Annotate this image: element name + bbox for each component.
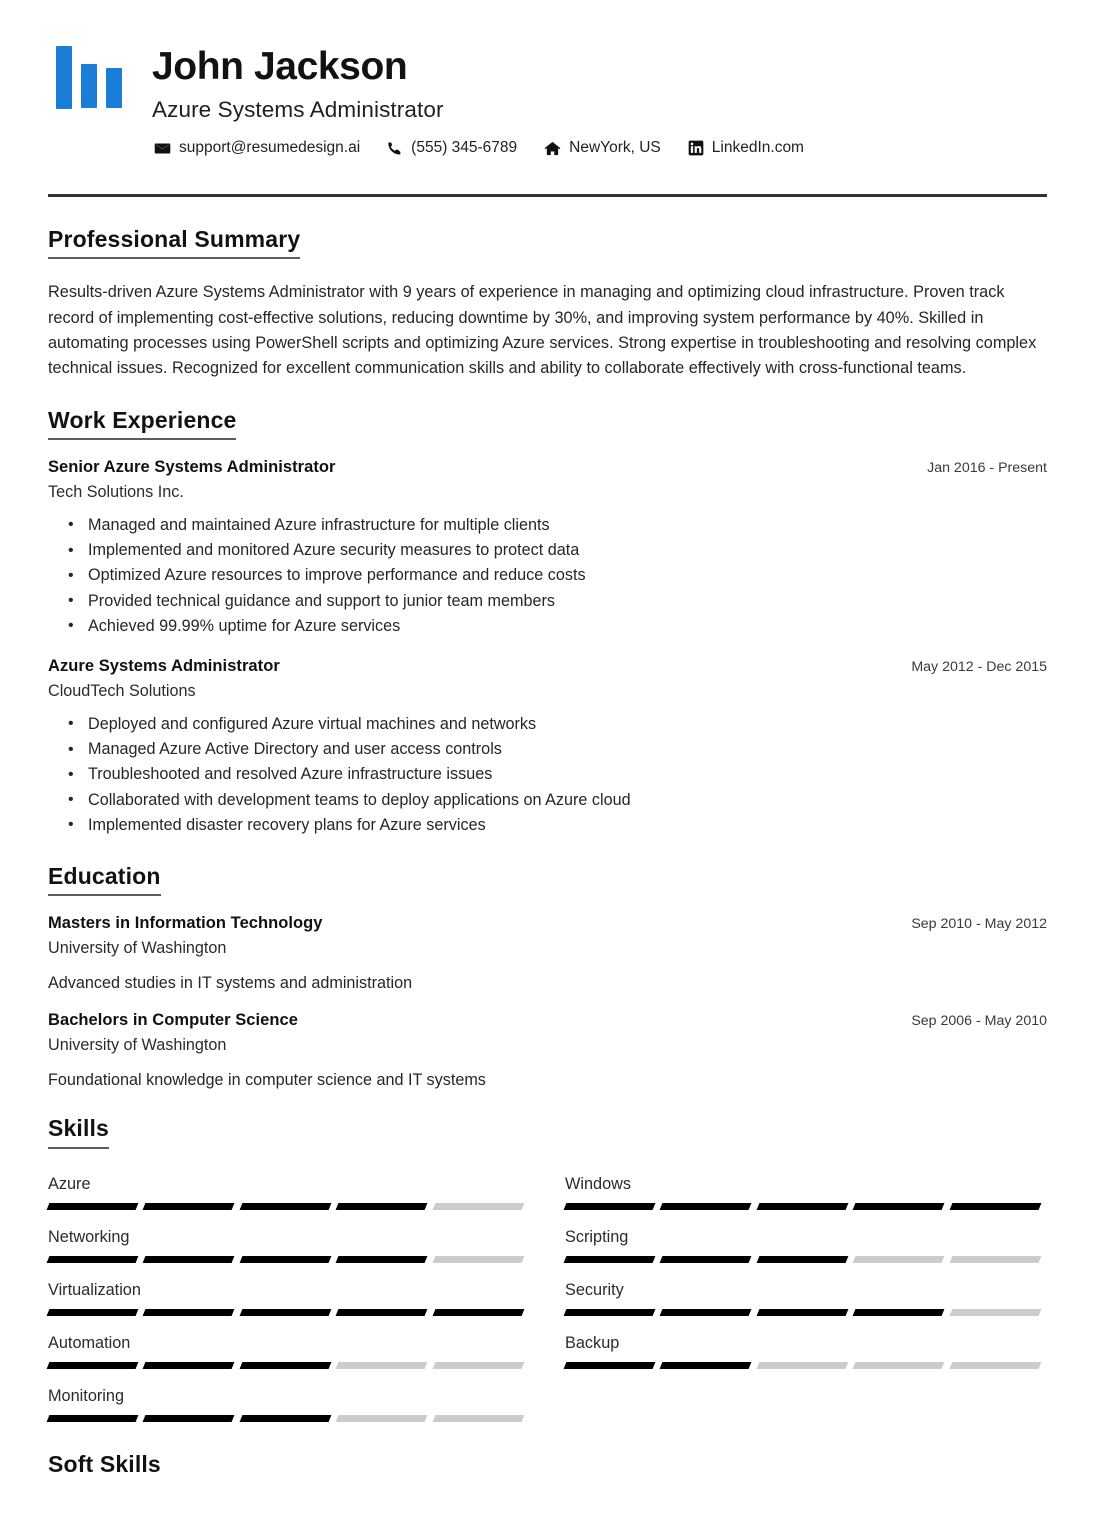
work-bullet: • Troubleshooted and resolved Azure infrastructure issues xyxy=(88,762,1047,787)
education-entry-head xyxy=(48,1011,1047,1030)
skill-rating-segment xyxy=(47,1203,139,1210)
skill-item xyxy=(565,1328,1040,1381)
skill-name: Monitoring xyxy=(48,1386,125,1405)
contact-phone[interactable] xyxy=(387,139,517,157)
skill-rating-segment xyxy=(660,1362,752,1369)
skill-rating-segment xyxy=(660,1309,752,1316)
skill-rating-bar xyxy=(565,1256,1040,1263)
education-school: University of Washington xyxy=(48,1036,227,1055)
skill-rating-segment xyxy=(756,1256,848,1263)
skill-rating-bar xyxy=(48,1415,523,1422)
skill-name: Azure xyxy=(48,1174,91,1193)
skill-rating-segment xyxy=(47,1415,139,1422)
skill-rating-segment xyxy=(756,1203,848,1210)
skill-name: Windows xyxy=(565,1174,632,1193)
candidate-job-title: Azure Systems Administrator xyxy=(152,97,444,123)
candidate-name: John Jackson xyxy=(152,45,408,88)
skill-item xyxy=(48,1381,523,1434)
skill-rating-segment xyxy=(239,1415,331,1422)
skill-rating-bar xyxy=(565,1203,1040,1210)
education-degree: Bachelors in Computer Science xyxy=(48,1011,298,1030)
work-bullet: • Implemented disaster recovery plans for Azure services xyxy=(88,813,1047,838)
skill-rating-segment xyxy=(853,1256,945,1263)
header-divider xyxy=(48,194,1047,197)
work-bullet: • Achieved 99.99% uptime for Azure services xyxy=(88,614,1047,639)
skill-rating-segment xyxy=(336,1309,428,1316)
education-entry xyxy=(48,914,1047,993)
skill-rating-segment xyxy=(949,1309,1041,1316)
skill-rating-segment xyxy=(239,1256,331,1263)
logo-bar-3 xyxy=(106,68,122,108)
skill-rating-segment xyxy=(432,1203,524,1210)
work-role: Azure Systems Administrator xyxy=(48,656,280,675)
skill-rating-segment xyxy=(432,1256,524,1263)
work-entry xyxy=(48,657,1047,838)
skill-rating-segment xyxy=(949,1362,1041,1369)
work-entry-head xyxy=(48,657,1047,676)
skill-rating-segment xyxy=(564,1203,656,1210)
education-school: University of Washington xyxy=(48,939,227,958)
home-icon xyxy=(544,140,561,157)
section-skills xyxy=(48,1116,1047,1433)
logo-bar-1 xyxy=(56,46,72,109)
skill-rating-segment xyxy=(564,1362,656,1369)
brand-logo xyxy=(48,46,134,124)
work-date: Jan 2016 - Present xyxy=(927,459,1047,476)
section-professional-summary xyxy=(48,227,1047,381)
skill-rating-segment xyxy=(564,1309,656,1316)
skill-name: Security xyxy=(565,1280,624,1299)
skill-rating-segment xyxy=(336,1203,428,1210)
education-degree: Masters in Information Technology xyxy=(48,914,323,933)
contact-location[interactable] xyxy=(544,139,661,157)
skill-rating-segment xyxy=(47,1309,139,1316)
skill-item xyxy=(48,1275,523,1328)
skill-rating-segment xyxy=(239,1309,331,1316)
skill-rating-segment xyxy=(949,1203,1041,1210)
resume-header xyxy=(48,0,1047,157)
work-bullet: • Optimized Azure resources to improve performance and reduce costs xyxy=(88,563,1047,588)
skill-name: Networking xyxy=(48,1227,130,1246)
work-bullets xyxy=(48,513,1047,639)
skill-rating-segment xyxy=(432,1415,524,1422)
section-education xyxy=(48,864,1047,1090)
skill-rating-segment xyxy=(853,1203,945,1210)
section-title-skills: Skills xyxy=(48,1116,109,1148)
skill-rating-bar xyxy=(565,1309,1040,1316)
work-date: May 2012 - Dec 2015 xyxy=(911,658,1047,675)
skill-rating-segment xyxy=(143,1256,235,1263)
skill-name: Automation xyxy=(48,1333,131,1352)
skill-rating-segment xyxy=(336,1362,428,1369)
skill-rating-segment xyxy=(564,1256,656,1263)
skill-rating-segment xyxy=(143,1415,235,1422)
header-text-block xyxy=(134,46,1047,157)
skill-rating-segment xyxy=(143,1362,235,1369)
skill-rating-segment xyxy=(660,1256,752,1263)
contact-row xyxy=(152,139,1047,157)
work-bullet: • Collaborated with development teams to deploy applications on Azure cloud xyxy=(88,788,1047,813)
work-bullets xyxy=(48,712,1047,838)
skill-rating-segment xyxy=(239,1362,331,1369)
envelope-icon xyxy=(154,140,171,157)
skill-rating-bar xyxy=(48,1362,523,1369)
section-title-education: Education xyxy=(48,864,161,896)
skill-item xyxy=(565,1169,1040,1222)
skill-rating-segment xyxy=(336,1415,428,1422)
contact-linkedin[interactable] xyxy=(688,139,804,157)
skill-rating-segment xyxy=(949,1256,1041,1263)
skill-name: Backup xyxy=(565,1333,620,1352)
work-company: CloudTech Solutions xyxy=(48,681,196,700)
education-description: Foundational knowledge in computer science and IT systems xyxy=(48,1071,486,1090)
education-entry xyxy=(48,1011,1047,1090)
contact-email-label: support@resumedesign.ai xyxy=(179,139,361,157)
section-work-experience xyxy=(48,408,1047,838)
contact-linkedin-label: LinkedIn.com xyxy=(711,139,804,157)
skill-item xyxy=(565,1275,1040,1328)
skill-item xyxy=(48,1169,523,1222)
education-entry-head xyxy=(48,914,1047,933)
skill-rating-bar xyxy=(48,1203,523,1210)
skill-name: Scripting xyxy=(565,1227,629,1246)
linkedin-icon xyxy=(688,140,704,156)
work-role: Senior Azure Systems Administrator xyxy=(48,457,336,476)
skill-rating-segment xyxy=(47,1256,139,1263)
skill-rating-bar xyxy=(565,1362,1040,1369)
skill-rating-segment xyxy=(47,1362,139,1369)
section-title-work-experience: Work Experience xyxy=(48,408,236,440)
work-bullet: • Implemented and monitored Azure security measures to protect data xyxy=(88,538,1047,563)
work-bullet: • Managed Azure Active Directory and user access controls xyxy=(88,737,1047,762)
skill-rating-segment xyxy=(432,1362,524,1369)
skill-item xyxy=(48,1328,523,1381)
contact-phone-label: (555) 345-6789 xyxy=(411,139,518,157)
logo-bar-2 xyxy=(81,64,97,108)
contact-location-label: NewYork, US xyxy=(569,139,661,157)
skill-rating-bar xyxy=(48,1309,523,1316)
section-title-soft-skills: Soft Skills xyxy=(48,1450,161,1477)
skill-rating-segment xyxy=(239,1203,331,1210)
work-company: Tech Solutions Inc. xyxy=(48,482,184,501)
skill-rating-segment xyxy=(853,1362,945,1369)
skill-rating-segment xyxy=(853,1309,945,1316)
skill-rating-segment xyxy=(143,1203,235,1210)
skill-item xyxy=(48,1222,523,1275)
skill-rating-segment xyxy=(660,1203,752,1210)
skill-item xyxy=(565,1222,1040,1275)
contact-email[interactable] xyxy=(154,139,360,157)
skills-grid xyxy=(48,1169,1047,1434)
work-bullet: • Deployed and configured Azure virtual machines and networks xyxy=(88,712,1047,737)
skill-rating-segment xyxy=(756,1309,848,1316)
skill-rating-segment xyxy=(432,1309,524,1316)
education-date: Sep 2006 - May 2010 xyxy=(911,1013,1047,1030)
section-soft-skills xyxy=(48,1452,1047,1482)
education-date: Sep 2010 - May 2012 xyxy=(911,916,1047,933)
work-bullet: • Managed and maintained Azure infrastructure for multiple clients xyxy=(88,513,1047,538)
section-title-professional-summary: Professional Summary xyxy=(48,227,300,259)
education-description: Advanced studies in IT systems and administration xyxy=(48,974,413,993)
work-entry xyxy=(48,458,1047,639)
professional-summary-text: Results-driven Azure Systems Administrator with 9 years of experience in managing and optimizing cloud infrastructure. Proven track record of implementing cost-effective solutions, reducing downtime by 30%, and improving system performance by 40%. Skilled in automating processes using PowerShell scripts and optimizing Azure services. Strong expertise in troubleshooting and resolving complex technical issues. Recognized for excellent communication skills and ability to collaborate effectively with cross-functional teams. xyxy=(48,283,1037,378)
work-bullet: • Provided technical guidance and support to junior team members xyxy=(88,589,1047,614)
work-entry-head xyxy=(48,458,1047,477)
skill-rating-bar xyxy=(48,1256,523,1263)
skill-rating-segment xyxy=(143,1309,235,1316)
skill-rating-segment xyxy=(336,1256,428,1263)
phone-icon xyxy=(387,140,403,157)
skill-rating-segment xyxy=(756,1362,848,1369)
skill-name: Virtualization xyxy=(48,1280,141,1299)
